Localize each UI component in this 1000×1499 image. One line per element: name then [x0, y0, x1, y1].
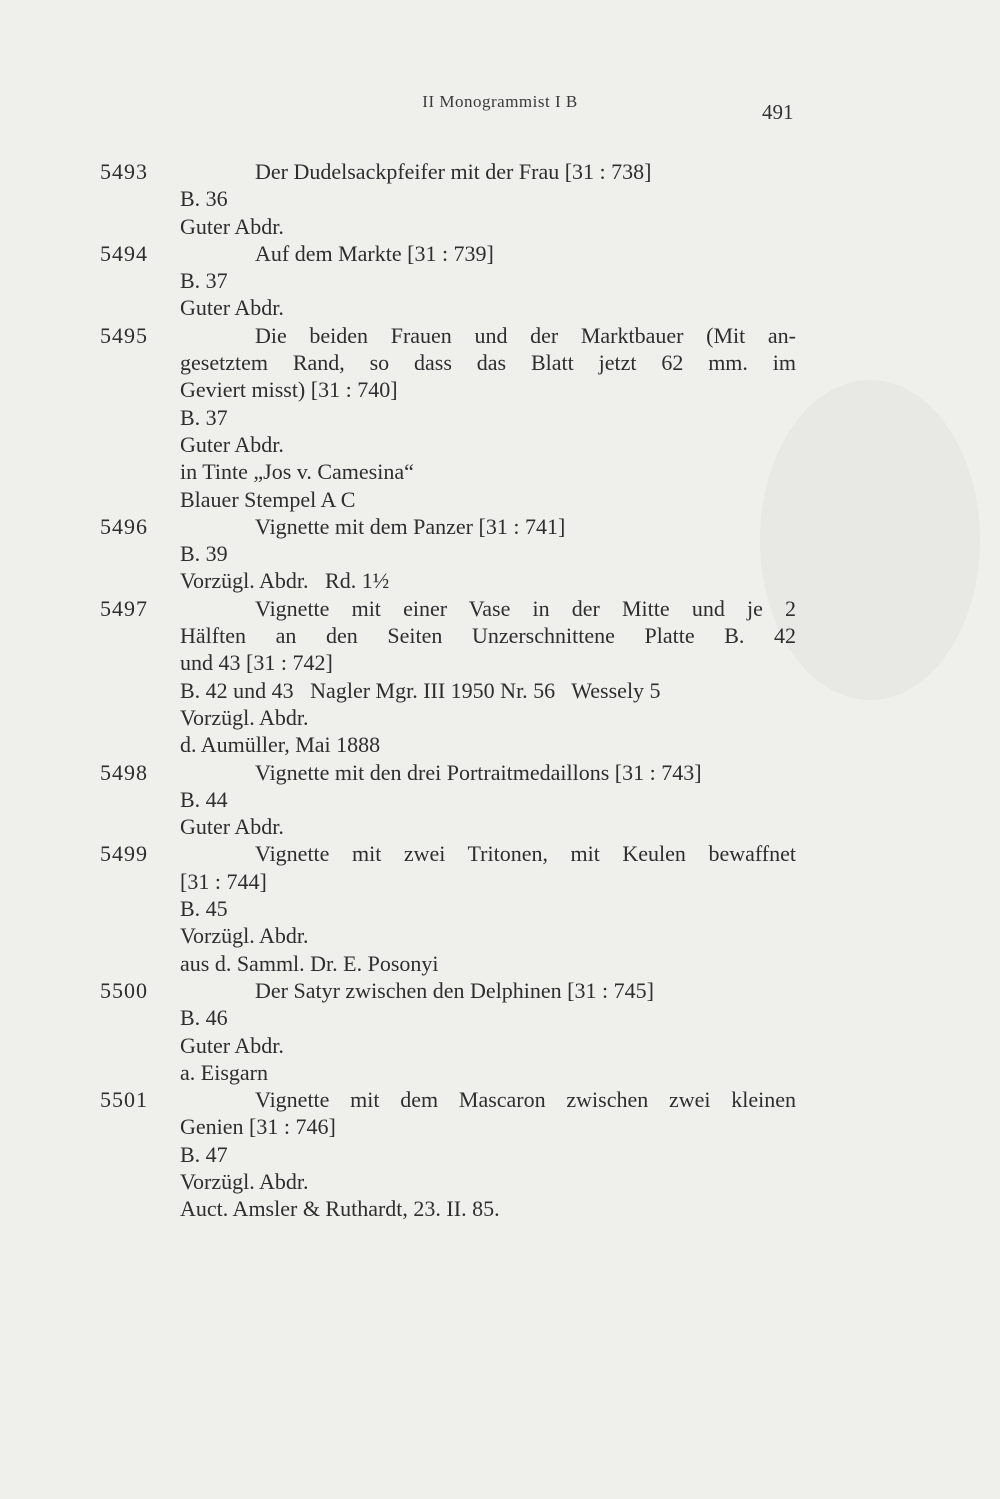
entry-title: Der Satyr zwischen den Delphinen [31 : 745]: [255, 977, 654, 1003]
catalog-entry: [0, 158, 1000, 240]
entry-detail: B. 37: [180, 268, 228, 294]
entry-detail-line: [0, 458, 1000, 485]
entry-title: Vignette mit einer Vase in der Mitte und je 2: [255, 595, 796, 621]
entry-detail-line: [0, 294, 1000, 321]
entry-title-line: [0, 977, 1000, 1004]
entry-detail: d. Aumüller, Mai 1888: [180, 732, 381, 758]
entry-title-line: [0, 1113, 1000, 1140]
entry-detail-line: [0, 486, 1000, 513]
catalog-entry: [0, 840, 1000, 976]
entry-title-line: [0, 1086, 1000, 1113]
entry-title-line: [0, 349, 1000, 376]
entry-detail-line: [0, 786, 1000, 813]
catalog-entry: [0, 322, 1000, 513]
entry-number: 5494: [100, 240, 148, 266]
entry-detail-line: [0, 1059, 1000, 1086]
entry-detail-line: [0, 267, 1000, 294]
entry-detail-line: [0, 731, 1000, 758]
entry-detail: B. 39: [180, 541, 228, 567]
entry-number: 5501: [100, 1087, 148, 1113]
entry-detail-line: [0, 1004, 1000, 1031]
entry-detail-line: [0, 185, 1000, 212]
entry-title-line: [0, 759, 1000, 786]
entry-detail: B. 46: [180, 1005, 228, 1031]
entry-detail: Auct. Amsler & Ruthardt, 23. II. 85.: [180, 1196, 500, 1222]
entry-detail-line: [0, 950, 1000, 977]
entry-detail-line: [0, 431, 1000, 458]
entry-detail-line: [0, 895, 1000, 922]
entry-title-line: [0, 595, 1000, 622]
entry-detail: a. Eisgarn: [180, 1059, 268, 1085]
entry-detail-line: [0, 1032, 1000, 1059]
entry-number: 5497: [100, 595, 148, 621]
entry-detail: Vorzügl. Abdr.: [180, 923, 309, 949]
entry-detail: Vorzügl. Abdr.: [180, 704, 309, 730]
entry-detail-line: [0, 404, 1000, 431]
catalog-entry: [0, 513, 1000, 595]
entry-title: Vignette mit dem Panzer [31 : 741]: [255, 513, 566, 539]
entry-title-continuation: Geviert misst) [31 : 740]: [180, 377, 398, 403]
entry-number: 5498: [100, 759, 148, 785]
entry-detail: Guter Abdr.: [180, 814, 284, 840]
entry-title-line: [0, 322, 1000, 349]
entry-detail: B. 44: [180, 786, 228, 812]
entry-detail: Guter Abdr.: [180, 431, 284, 457]
entry-title-continuation: Genien [31 : 746]: [180, 1114, 336, 1140]
entry-detail: Vorzügl. Abdr. Rd. 1½: [180, 568, 390, 594]
entry-title-line: [0, 868, 1000, 895]
entry-title: Vignette mit zwei Tritonen, mit Keulen bewaffnet: [255, 841, 796, 867]
entry-detail-line: [0, 813, 1000, 840]
entry-detail-line: [0, 213, 1000, 240]
entry-title-line: [0, 513, 1000, 540]
entry-detail-line: [0, 677, 1000, 704]
entry-detail: aus d. Samml. Dr. E. Posonyi: [180, 950, 439, 976]
entry-detail: B. 42 und 43 Nagler Mgr. III 1950 Nr. 56 Wessely 5: [180, 677, 661, 703]
entry-detail: Guter Abdr.: [180, 1032, 284, 1058]
entry-detail: B. 37: [180, 404, 228, 430]
entry-title-line: [0, 840, 1000, 867]
entry-detail-line: [0, 1195, 1000, 1222]
entry-detail-line: [0, 567, 1000, 594]
entry-detail: Guter Abdr.: [180, 213, 284, 239]
entry-number: 5500: [100, 977, 148, 1003]
entry-detail: B. 47: [180, 1141, 228, 1167]
catalog-entries: [0, 158, 1000, 1223]
catalog-entry: [0, 1086, 1000, 1222]
entry-detail: Vorzügl. Abdr.: [180, 1168, 309, 1194]
entry-detail-line: [0, 704, 1000, 731]
entry-detail-line: [0, 540, 1000, 567]
catalog-entry: [0, 759, 1000, 841]
catalog-entry: [0, 240, 1000, 322]
entry-title: Der Dudelsackpfeifer mit der Frau [31 : 738]: [255, 159, 652, 184]
entry-title: Die beiden Frauen und der Marktbauer (Mit an-: [255, 322, 796, 348]
entry-title-line: [0, 622, 1000, 649]
entry-number: 5495: [100, 322, 148, 348]
entry-number: 5493: [100, 159, 148, 184]
entry-detail: Guter Abdr.: [180, 295, 284, 321]
entry-title-line: [0, 158, 1000, 185]
entry-detail-line: [0, 1141, 1000, 1168]
page-number: 491: [762, 100, 794, 124]
entry-title: Vignette mit den drei Portraitmedaillons [31 : 743]: [255, 759, 702, 785]
running-head: II Monogrammist I B: [422, 92, 578, 111]
entry-title-continuation: Hälften an den Seiten Unzerschnittene Platte B. 42: [180, 623, 796, 649]
entry-title-continuation: und 43 [31 : 742]: [180, 650, 333, 676]
entry-title-continuation: gesetztem Rand, so dass das Blatt jetzt 62 mm. im: [180, 350, 796, 376]
entry-title: Auf dem Markte [31 : 739]: [255, 240, 494, 266]
entry-title-line: [0, 649, 1000, 676]
entry-title-line: [0, 240, 1000, 267]
entry-number: 5496: [100, 513, 148, 539]
entry-detail: B. 45: [180, 896, 228, 922]
entry-title: Vignette mit dem Mascaron zwischen zwei kleinen: [255, 1087, 796, 1113]
entry-detail: Blauer Stempel A C: [180, 486, 356, 512]
entry-detail: in Tinte „Jos v. Camesina“: [180, 459, 414, 485]
entry-title-continuation: [31 : 744]: [180, 868, 267, 894]
catalog-entry: [0, 977, 1000, 1086]
entry-detail-line: [0, 922, 1000, 949]
entry-number: 5499: [100, 841, 148, 867]
catalog-entry: [0, 595, 1000, 759]
entry-title-line: [0, 376, 1000, 403]
entry-detail: B. 36: [180, 186, 228, 212]
entry-detail-line: [0, 1168, 1000, 1195]
